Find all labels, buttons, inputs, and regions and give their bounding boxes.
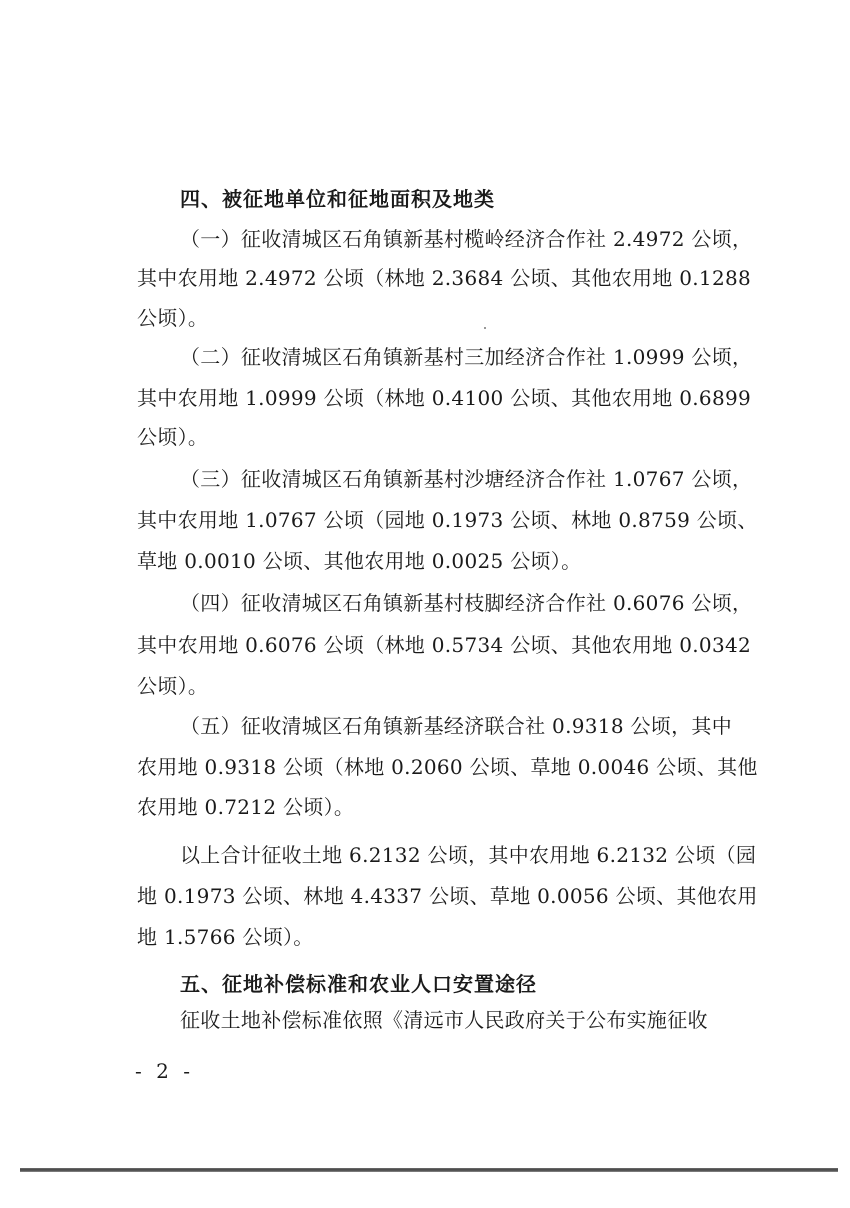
scan-speck xyxy=(484,327,486,329)
section-5-first-line: 征收土地补偿标准依照《清远市人民政府关于公布实施征收 xyxy=(180,1008,708,1032)
land-item-3-line-1: （三）征收清城区石角镇新基村沙塘经济合作社 1.0767 公顷， xyxy=(180,467,753,491)
land-item-1-line-1: （一）征收清城区石角镇新基村榄岭经济合作社 2.4972 公顷， xyxy=(180,227,753,251)
land-item-5-line-1: （五）征收清城区石角镇新基经济联合社 0.9318 公顷，其中 xyxy=(180,714,732,738)
land-item-2-line-3: 公顷）。 xyxy=(137,425,209,449)
land-item-3-line-3: 草地 0.0010 公顷、其他农用地 0.0025 公顷）。 xyxy=(137,549,582,573)
section-5-heading: 五、征地补偿标准和农业人口安置途径 xyxy=(180,972,537,996)
land-item-2-line-1: （二）征收清城区石角镇新基村三加经济合作社 1.0999 公顷， xyxy=(180,345,753,369)
land-total-line-2: 地 0.1973 公顷、林地 4.4337 公顷、草地 0.0056 公顷、其他农用 xyxy=(137,884,758,908)
land-item-5-line-2: 农用地 0.9318 公顷（林地 0.2060 公顷、草地 0.0046 公顷、其他 xyxy=(137,755,758,779)
land-item-1-line-3: 公顷）。 xyxy=(137,306,209,330)
land-item-4-line-2: 其中农用地 0.6076 公顷（林地 0.5734 公顷、其他农用地 0.0342 xyxy=(137,633,752,657)
land-total-line-1: 以上合计征收土地 6.2132 公顷，其中农用地 6.2132 公顷（园 xyxy=(180,843,757,867)
land-item-2-line-2: 其中农用地 1.0999 公顷（林地 0.4100 公顷、其他农用地 0.6899 xyxy=(137,386,752,410)
scan-edge-rule xyxy=(20,1168,838,1172)
land-item-5-line-3: 农用地 0.7212 公顷）。 xyxy=(137,795,355,819)
land-item-4-line-1: （四）征收清城区石角镇新基村枝脚经济合作社 0.6076 公顷， xyxy=(180,591,753,615)
land-item-4-line-3: 公顷）。 xyxy=(137,674,209,698)
land-item-1-line-2: 其中农用地 2.4972 公顷（林地 2.3684 公顷、其他农用地 0.1288 xyxy=(137,266,752,290)
land-total-line-3: 地 1.5766 公顷）。 xyxy=(137,925,314,949)
page-number: - 2 - xyxy=(135,1059,194,1083)
section-4-heading: 四、被征地单位和征地面积及地类 xyxy=(180,187,495,211)
land-item-3-line-2: 其中农用地 1.0767 公顷（园地 0.1973 公顷、林地 0.8759 公顷、 xyxy=(137,508,758,532)
